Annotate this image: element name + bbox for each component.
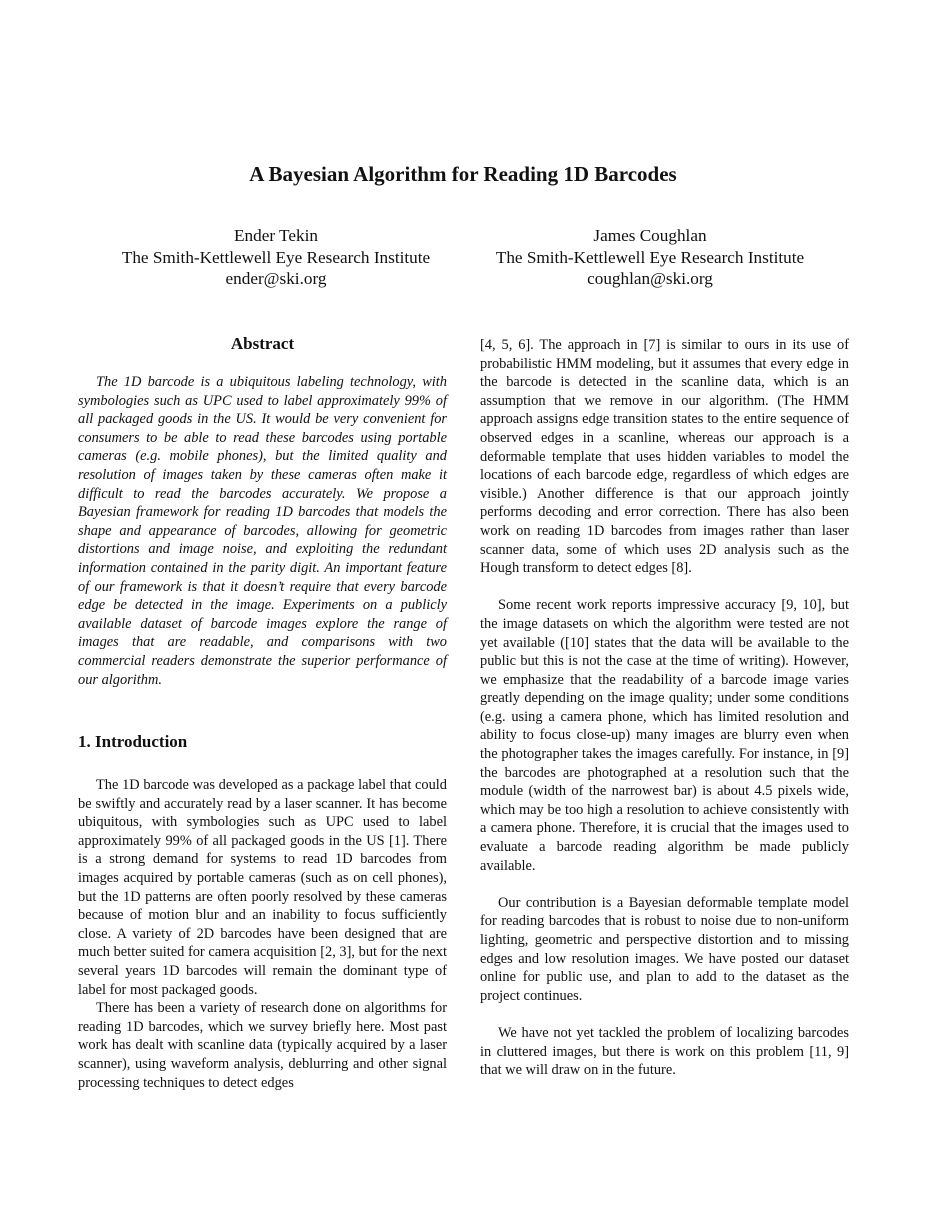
introduction-body — [78, 776, 447, 1092]
author-email: ender@ski.org — [225, 269, 327, 288]
section-heading-introduction: 1. Introduction — [78, 732, 188, 751]
author-email: coughlan@ski.org — [587, 269, 713, 288]
intro-paragraph-2: There has been a variety of research done on algorithms for reading 1D barcodes, which we survey briefly here. Most past work has dealt with scanline data (typically acquired by a laser scanner), using waveform analysis, deblurring and other signal processing techniques to detect edges — [78, 1000, 447, 1091]
body-paragraph-3: We have not yet tackled the problem of localizing barcodes in cluttered images, but there is work on this problem [11, 9] that we will draw on in the future. — [480, 1024, 849, 1079]
author-name: James Coughlan — [593, 226, 707, 245]
right-column-body — [480, 336, 849, 1080]
author-name: Ender Tekin — [234, 226, 318, 245]
paper-title: A Bayesian Algorithm for Reading 1D Barcodes — [249, 162, 677, 186]
author-block-1 — [96, 225, 456, 290]
author-block-2 — [470, 225, 830, 290]
body-paragraph-2: Our contribution is a Bayesian deformable template model for reading barcodes that is robust to noise due to non-uniform lighting, geometric and perspective distortion and to missing edges and low resolution images. We have posted our dataset online for public use, and plan to add to the dataset as the project continues. — [480, 894, 849, 1004]
author-affiliation: The Smith-Kettlewell Eye Research Institute — [121, 247, 431, 267]
continuation-paragraph: [4, 5, 6]. The approach in [7] is similar to ours in its use of probabilistic HMM modeling, but it assumes that every edge in the barcode is detected in the scanline data, which is an assumption that we remove in our algorithm. (The HMM approach assigns edge transition states to the entire sequence of observed edges in a scanline, whereas our approach is a deformable template that uses hidden variables to model the locations of each barcode edge, regardless of which edges are visible.) Another difference is that our approach jointly performs decoding and error correction. There has also been work on reading 1D barcodes from images rather than laser scanner data, some of which uses 2D analysis such as the Hough transform to detect edges [8]. — [480, 337, 849, 577]
author-affiliation: The Smith-Kettlewell Eye Research Institute — [495, 247, 805, 267]
abstract-body — [78, 373, 447, 689]
body-paragraph-1: Some recent work reports impressive accuracy [9, 10], but the image datasets on which the algorithm were tested are not yet available ([10] states that the data will be available to the public but this is not the case at the time of writing). However, we emphasize that the readability of a barcode image varies greatly depending on the image quality; under some conditions (e.g. using a camera phone, which has limited resolution and ability to focus close-up) many images are blurry even when the photographer takes the images carefully. For instance, in [9] the barcodes are photographed at a resolution such that the module (width of the narrowest bar) is about 4.5 pixels wide, which may be too high a resolution to achieve consistently with a camera phone. Therefore, it is crucial that the images used to evaluate a barcode reading algorithm be made publicly available. — [480, 597, 849, 874]
abstract-paragraph: The 1D barcode is a ubiquitous labeling technology, with symbologies such as UPC used to label approximately 99% of all packaged goods in the US. It would be very convenient for consumers to be able to read these barcodes using portable cameras (e.g. mobile phones), but the limited quality and resolution of images taken by these cameras often make it difficult to read the barcodes accurately. We propose a Bayesian framework for reading 1D barcodes that models the shape and appearance of barcodes, allowing for geometric distortions and image noise, and exploiting the redundant information contained in the parity digit. An important feature of our framework is that it doesn’t require that every barcode edge be detected in the image. Experiments on a publicly available dataset of barcode images explore the range of images that are readable, and comparisons with two commercial readers demonstrate the superior performance of our algorithm. — [78, 374, 447, 688]
abstract-heading: Abstract — [230, 334, 295, 353]
intro-paragraph-1: The 1D barcode was developed as a package label that could be swiftly and accurately read by a laser scanner. It has become ubiquitous, with symbologies such as UPC used to label approximately 99% of all packaged goods in the US [1]. There is a strong demand for systems to read 1D barcodes from images acquired by portable cameras (such as on cell phones), but the 1D patterns are often poorly resolved by these cameras because of motion blur and an inability to focus sufficiently close. A variety of 2D barcodes have been designed that are much better suited for camera acquisition [2, 3], but for the next several years 1D barcodes will remain the dominant type of label for most packaged goods. — [78, 777, 447, 998]
